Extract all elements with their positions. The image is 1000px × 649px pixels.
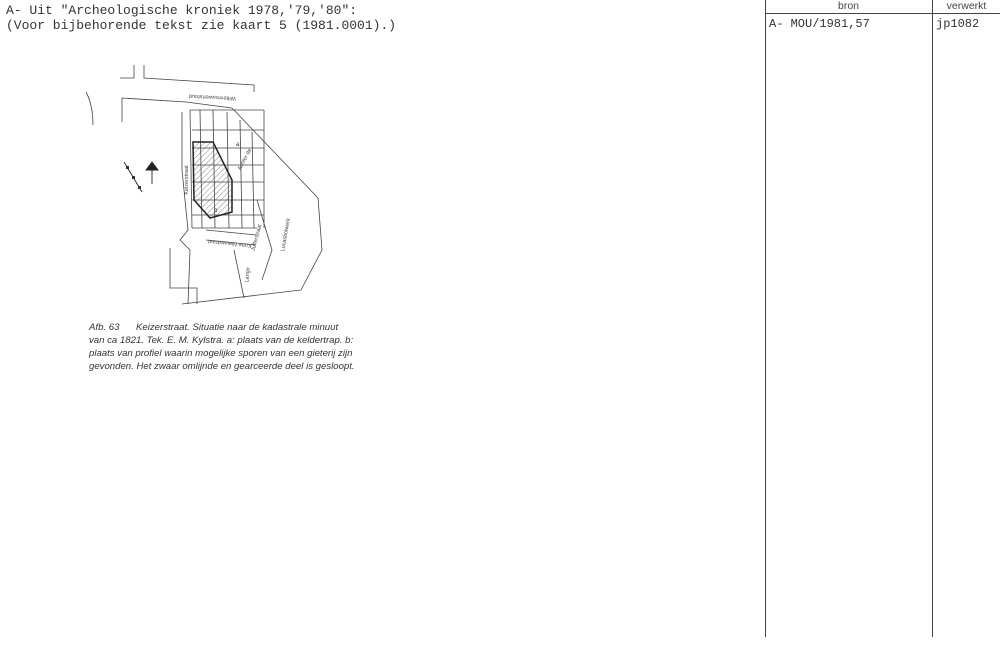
header-line-1: A- Uit "Archeologische kroniek 1978,'79,'80": bbox=[6, 3, 358, 18]
marker-a: a bbox=[236, 142, 240, 148]
figure-number: Afb. 63 bbox=[89, 322, 120, 333]
cadastral-map bbox=[82, 50, 327, 312]
header-text bbox=[6, 3, 396, 33]
ledger-header-verwerkt: verwerkt bbox=[946, 0, 987, 12]
ledger-header-bron: bron bbox=[837, 0, 859, 12]
street-label-right-lower: Jufferstraat bbox=[250, 223, 264, 252]
ledger-header-rule bbox=[765, 13, 1000, 14]
street-label-middle: Achter de bbox=[236, 147, 254, 172]
street-label-bottom-vertical: Lange bbox=[244, 267, 252, 283]
marker-b: b bbox=[214, 208, 218, 214]
caption-text: Keizerstraat. Situatie naar de kadastrale minuut van ca 1821. Tek. E. M. Kylstra. a: plaats van de keldertrap. b: plaats van profiel waarin mogelijke sporen van een gieterij zijn gevonden. Het zwaar omlijnde en gearceerde deel is gesloopt. bbox=[89, 322, 355, 372]
ledger-left-rule bbox=[765, 0, 766, 637]
street-label-far-right: Lucasbolwerk bbox=[280, 217, 292, 252]
ledger-column-rule bbox=[932, 0, 933, 637]
header-line-2: (Voor bijbehorende tekst zie kaart 5 (1981.0001).) bbox=[6, 18, 397, 33]
street-label-left: Keizerstraat bbox=[184, 165, 190, 195]
ledger-cell-bron: A- MOU/1981,57 bbox=[769, 17, 870, 31]
ledger-cell-verwerkt: jp1082 bbox=[936, 17, 980, 31]
street-label-top: Wittevrouwenstraat bbox=[188, 92, 237, 102]
map-drawing bbox=[82, 50, 327, 312]
street-label-bottom: Korte Nieuwstraat bbox=[207, 237, 252, 249]
source-ledger bbox=[765, 0, 1000, 637]
figure-caption bbox=[89, 321, 355, 373]
